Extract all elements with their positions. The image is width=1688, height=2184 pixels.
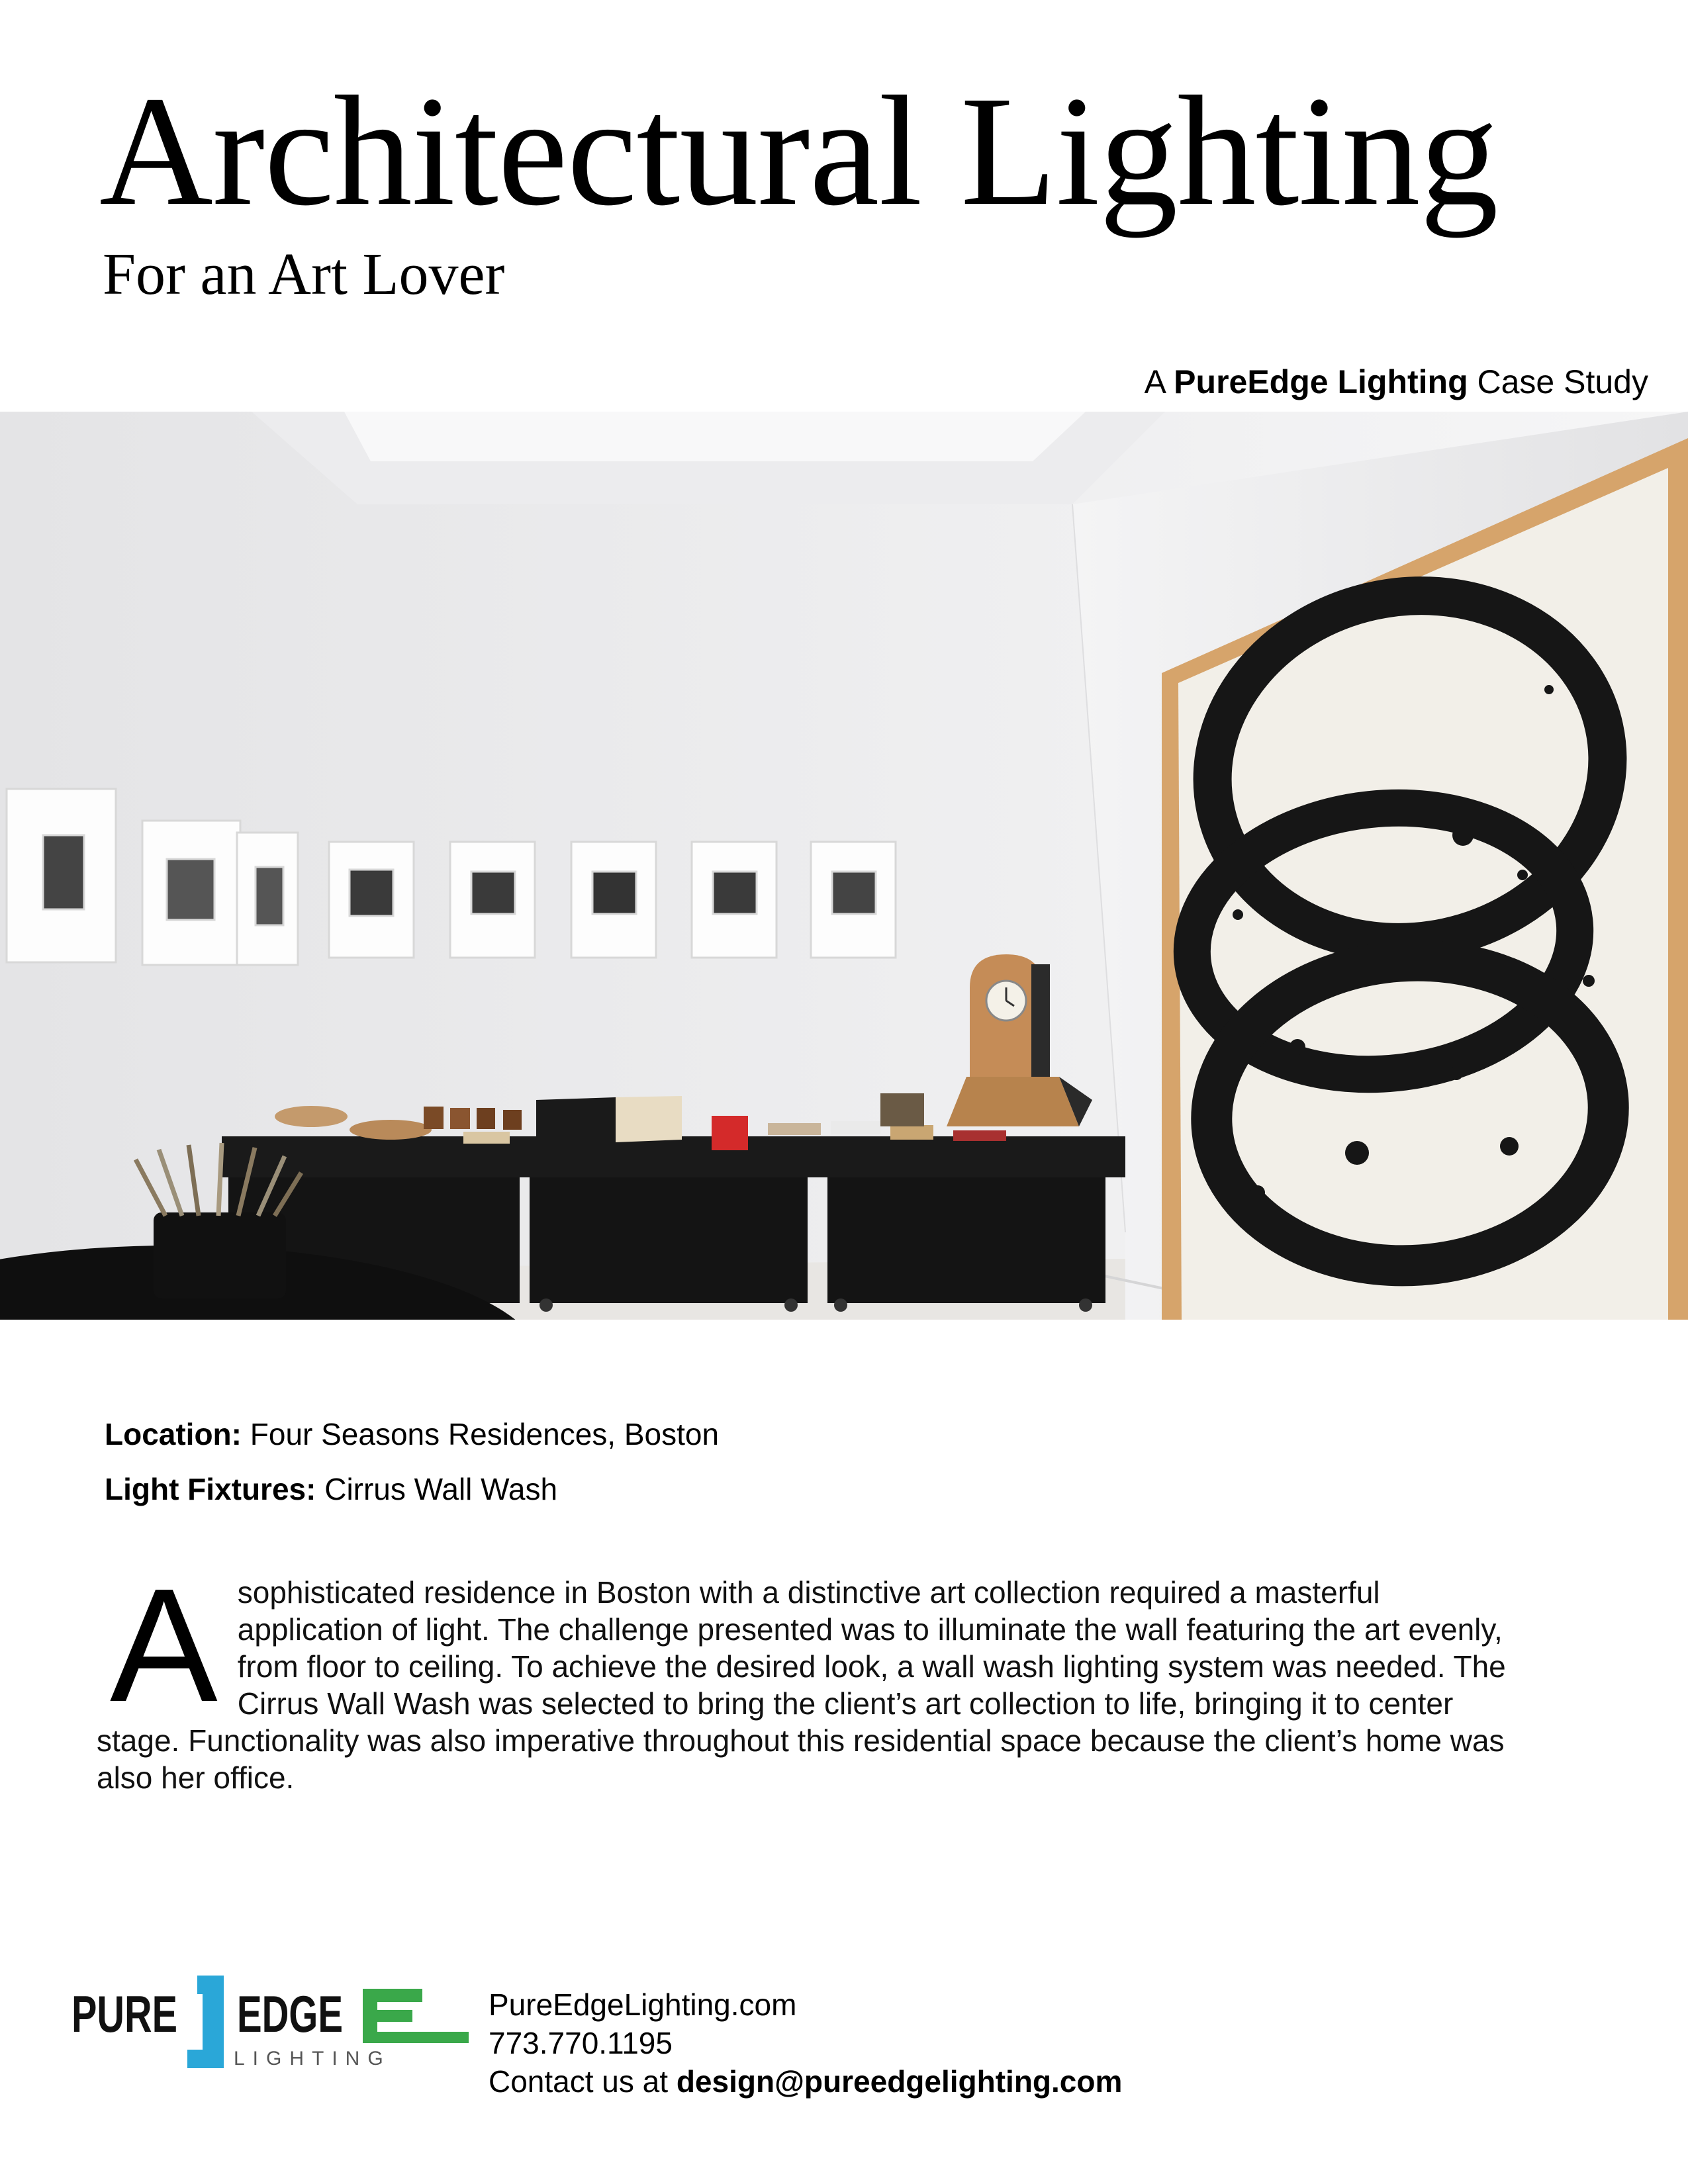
contact-prefix: Contact us at [489, 2064, 669, 2099]
page-title: Architectural Lighting [99, 64, 1498, 238]
body-paragraph: sophisticated residence in Boston with a distinctive art collection required a masterful application of light. The challenge presented was to illuminate the wall featuring the art evenly, from floor to ceiling. To achieve the desired look, a wall wash lighting system was needed. The Cirrus Wall Wash was selected to bring the client’s art collection to life, bringing it to center stage. Functionality was also imperative throughout this residential space because the client’s home was also her office. [97, 1575, 1506, 1795]
contact-block [489, 1985, 1122, 2101]
location-value: Four Seasons Residences, Boston [250, 1417, 720, 1451]
case-study-suffix: Case Study [1477, 363, 1648, 400]
location-line [105, 1416, 719, 1452]
email-link[interactable]: design@pureedgelighting.com [676, 2064, 1123, 2099]
logo-word-pure: PURE [71, 1985, 177, 2043]
phone-number[interactable]: 773.770.1195 [489, 2026, 673, 2060]
case-study-body [97, 1555, 1533, 1796]
case-study-brand: PureEdge Lighting [1174, 363, 1468, 400]
case-study-prefix: A [1144, 363, 1165, 400]
pureedge-logo [71, 1969, 469, 2075]
logo-word-edge: EDGE [237, 1985, 343, 2043]
logo-e-icon [363, 1989, 469, 2043]
fixtures-line [105, 1471, 557, 1507]
email-line [489, 2062, 1122, 2101]
fixtures-label: Light Fixtures: [105, 1472, 316, 1506]
drop-cap: A [110, 1555, 218, 1735]
ceiling-recess [344, 412, 1086, 461]
case-study-tagline [1145, 363, 1648, 401]
fixtures-value: Cirrus Wall Wash [324, 1472, 558, 1506]
location-label: Location: [105, 1417, 242, 1451]
page-subtitle: For an Art Lover [103, 242, 505, 307]
website-link[interactable]: PureEdgeLighting.com [489, 1987, 797, 2022]
gallery-room-photo [0, 412, 1688, 1320]
logo-subtitle: LIGHTING [234, 2048, 391, 2070]
logo-bracket-icon [187, 1976, 224, 2068]
